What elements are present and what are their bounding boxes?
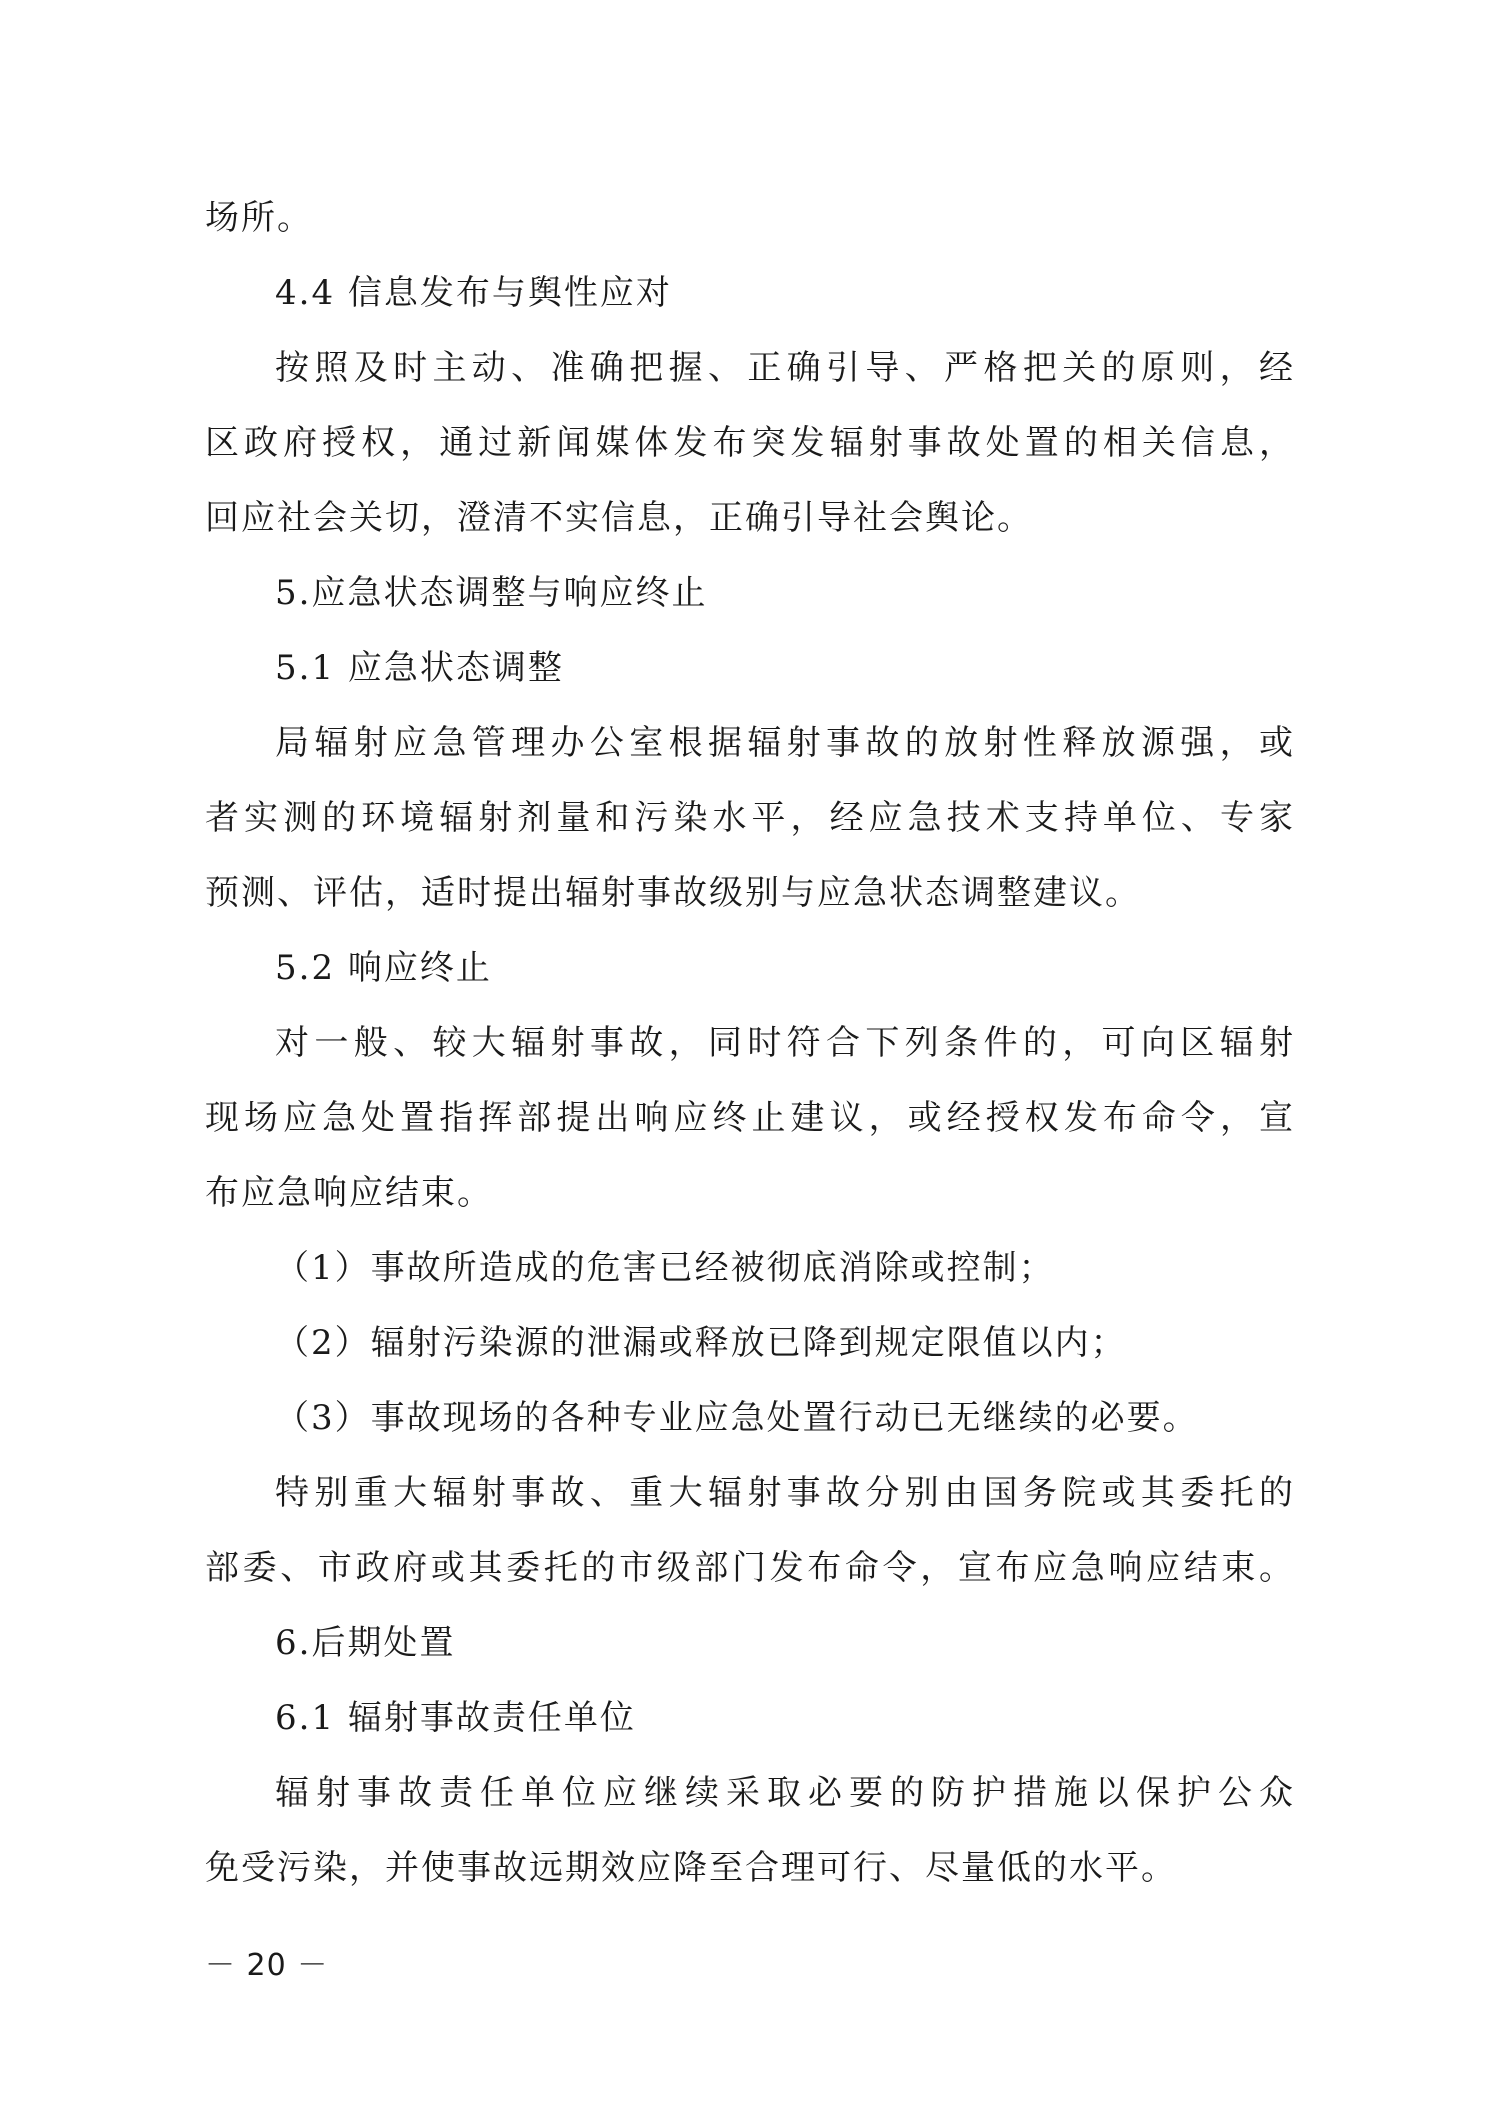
paragraph-line: 特别重大辐射事故、重大辐射事故分别由国务院或其委托的 — [275, 1473, 1295, 1513]
section-heading-5-2: 5.2 响应终止 — [275, 948, 492, 988]
paragraph-line: 局辐射应急管理办公室根据辐射事故的放射性释放源强，或 — [275, 723, 1295, 763]
paragraph-line: 区政府授权，通过新闻媒体发布突发辐射事故处置的相关信息， — [205, 423, 1295, 463]
paragraph-line: 者实测的环境辐射剂量和污染水平，经应急技术支持单位、专家 — [205, 798, 1295, 838]
section-heading-6: 6.后期处置 — [275, 1623, 456, 1663]
page-number: － 20 － — [205, 1948, 329, 1983]
paragraph-line: 按照及时主动、准确把握、正确引导、严格把关的原则，经 — [275, 348, 1295, 388]
paragraph-line: 预测、评估，适时提出辐射事故级别与应急状态调整建议。 — [205, 873, 1141, 913]
paragraph-line: 回应社会关切，澄清不实信息，正确引导社会舆论。 — [205, 498, 1033, 538]
section-heading-6-1: 6.1 辐射事故责任单位 — [275, 1698, 636, 1738]
paragraph-line: 场所。 — [205, 198, 313, 238]
paragraph-line: 部委、市政府或其委托的市级部门发布命令，宣布应急响应结束。 — [205, 1548, 1295, 1588]
paragraph-line: 现场应急处置指挥部提出响应终止建议，或经授权发布命令，宣 — [205, 1098, 1295, 1138]
list-item: （2）辐射污染源的泄漏或释放已降到规定限值以内； — [275, 1323, 1127, 1363]
paragraph-line: 免受污染，并使事故远期效应降至合理可行、尽量低的水平。 — [205, 1848, 1177, 1888]
section-heading-5-1: 5.1 应急状态调整 — [275, 648, 564, 688]
section-heading-4-4: 4.4 信息发布与舆性应对 — [275, 273, 672, 313]
section-heading-5: 5.应急状态调整与响应终止 — [275, 573, 708, 613]
paragraph-line: 对一般、较大辐射事故，同时符合下列条件的，可向区辐射 — [275, 1023, 1295, 1063]
paragraph-line: 布应急响应结束。 — [205, 1173, 493, 1213]
paragraph-line: 辐射事故责任单位应继续采取必要的防护措施以保护公众 — [275, 1773, 1295, 1813]
list-item: （1）事故所造成的危害已经被彻底消除或控制； — [275, 1248, 1055, 1288]
list-item: （3）事故现场的各种专业应急处置行动已无继续的必要。 — [275, 1398, 1199, 1438]
